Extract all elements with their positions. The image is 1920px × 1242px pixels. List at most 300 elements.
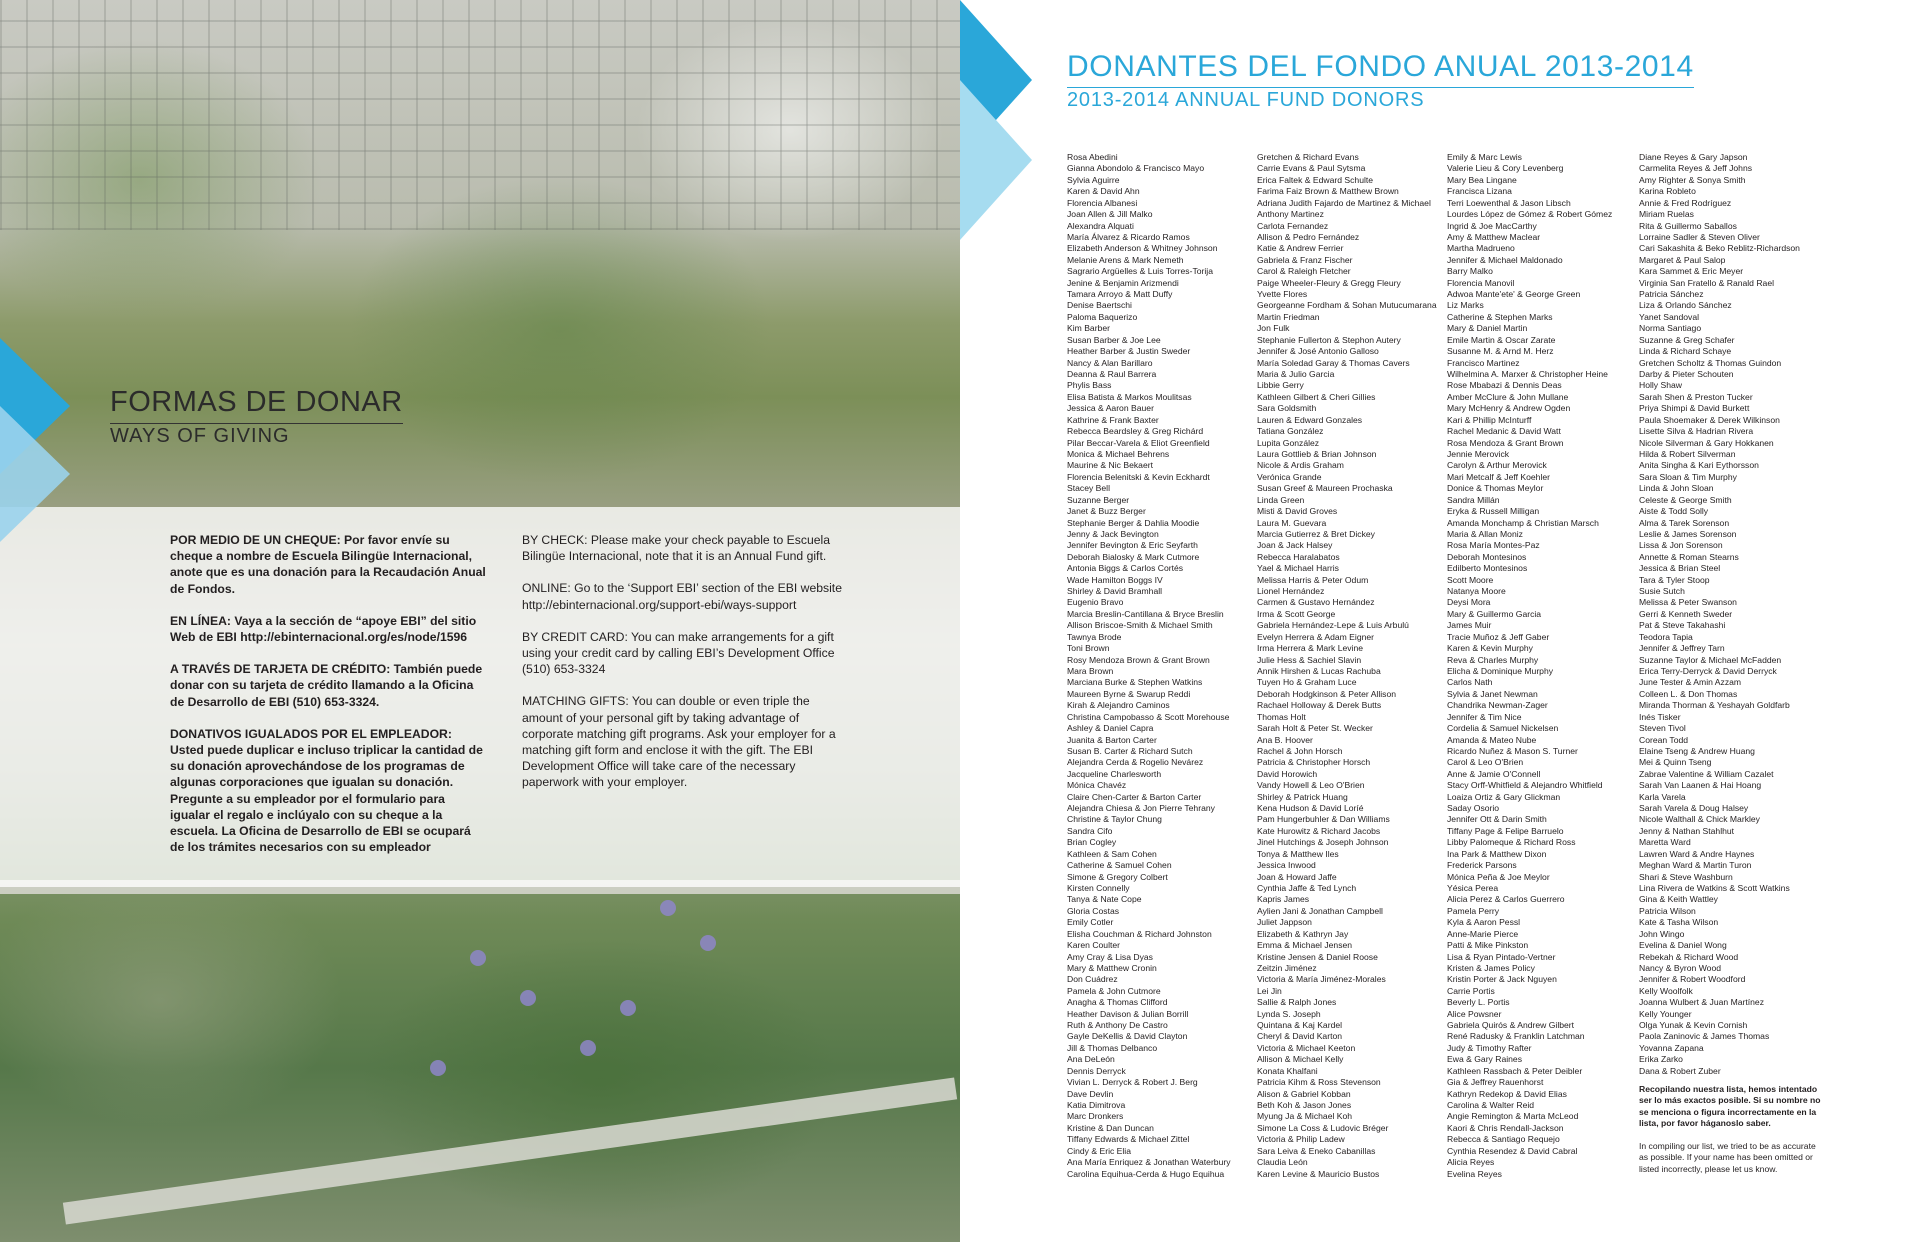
donor-name: Carolyn & Arthur Merovick xyxy=(1447,460,1547,471)
donor-name: Georgeanne Fordham & Sohan Mutucumarana xyxy=(1257,300,1437,311)
donor-name: Terri Loewenthal & Jason Libsch xyxy=(1447,197,1571,208)
donor-name: Anthony Martinez xyxy=(1257,209,1324,220)
section-subtitle: WAYS OF GIVING xyxy=(110,425,290,447)
donor-name: Tanya & Nate Cope xyxy=(1067,894,1142,905)
donor-name: Antonia Biggs & Carlos Cortés xyxy=(1067,563,1184,574)
donor-name: Kathrine & Frank Baxter xyxy=(1067,414,1159,425)
donor-name: Adwoa Mante'ete' & George Green xyxy=(1447,289,1581,300)
donor-name: Rebecca & Santiago Requejo xyxy=(1447,1134,1560,1145)
donor-name: Sarah Shen & Preston Tucker xyxy=(1639,391,1753,402)
donor-name: Florencia Albanesi xyxy=(1067,197,1138,208)
donor-name: Pam Hungerbuhler & Dan Williams xyxy=(1257,814,1390,825)
donor-name: Rosa Mendoza & Grant Brown xyxy=(1447,437,1564,448)
donor-name: Maurine & Nic Bekaert xyxy=(1067,460,1153,471)
donor-name: Stacey Bell xyxy=(1067,483,1110,494)
donor-name: Nicole & Ardis Graham xyxy=(1257,460,1344,471)
donor-name: Verónica Grande xyxy=(1257,471,1322,482)
donor-name: Judy & Timothy Rafter xyxy=(1447,1042,1532,1053)
donor-name: Linda Green xyxy=(1257,494,1305,505)
donor-name: Kristen & James Policy xyxy=(1447,962,1535,973)
donor-name: Lauren & Edward Gonzales xyxy=(1257,414,1363,425)
donor-name: Laura Gottlieb & Brian Johnson xyxy=(1257,448,1377,459)
donor-name: Yésica Perea xyxy=(1447,883,1499,893)
donor-name: Joan & Jack Halsey xyxy=(1257,540,1333,551)
donor-name: Lionel Hernández xyxy=(1257,586,1325,597)
donor-name: Kapris James xyxy=(1257,894,1310,905)
donor-name: Jenine & Benjamin Arizmendi xyxy=(1067,277,1179,288)
donor-name: Eryka & Russell Milligan xyxy=(1447,506,1540,517)
donor-name: Evelyn Herrera & Adam Eigner xyxy=(1257,631,1375,642)
donor-name: Maureen Byrne & Swarup Reddi xyxy=(1067,688,1191,699)
donor-name: Jennifer Ott & Darin Smith xyxy=(1447,814,1547,825)
donor-name: John Wingo xyxy=(1639,928,1685,939)
donor-name: Corean Todd xyxy=(1639,734,1689,745)
paragraph: BY CREDIT CARD: You can make arrangements for a gift using your credit card by calling EBI’s Development Office (510) 653-3324 xyxy=(522,629,835,677)
donor-name: Kathleen & Sam Cohen xyxy=(1067,848,1157,859)
donor-name: Gianna Abondolo & Francisco Mayo xyxy=(1067,163,1205,174)
donor-name: Karla Varela xyxy=(1639,791,1686,802)
donor-name: Susan B. Carter & Richard Sutch xyxy=(1067,745,1193,756)
donor-name: Evelina Reyes xyxy=(1447,1168,1502,1179)
donor-name: Jon Fulk xyxy=(1257,323,1290,334)
donor-name: Gia & Jeffrey Rauenhorst xyxy=(1447,1077,1544,1088)
donor-name: Monica & Michael Behrens xyxy=(1067,448,1170,459)
donor-name: Susie Sutch xyxy=(1639,586,1685,597)
donor-name: Ina Park & Matthew Dixon xyxy=(1447,848,1547,859)
donor-name: Scott Moore xyxy=(1447,574,1494,585)
donor-name: Florencia Manovil xyxy=(1447,277,1515,288)
donor-name: Virginia San Fratello & Ranald Rael xyxy=(1639,277,1775,288)
donor-name: Kaori & Chris Rendall-Jackson xyxy=(1447,1122,1564,1133)
donor-name: Amber McClure & John Mullane xyxy=(1447,391,1569,402)
donor-name: Simone La Coss & Ludovic Bréger xyxy=(1257,1122,1389,1133)
donor-name: Erika Zarko xyxy=(1639,1054,1683,1065)
donor-name: Tracie Muñoz & Jeff Gaber xyxy=(1447,631,1550,642)
donor-name: Natanya Moore xyxy=(1447,586,1506,597)
donor-name: Margaret & Paul Salop xyxy=(1639,254,1726,265)
donor-name: Rebecca Haralabatos xyxy=(1257,551,1340,562)
donor-name: Mei & Quinn Tseng xyxy=(1639,757,1712,768)
paragraph: A TRAVÉS DE TARJETA DE CRÉDITO: También puede donar con su tarjeta de crédito llamando a la Oficina de Desarrollo de EBI (510) 653-3324. xyxy=(170,662,483,709)
donor-name: Toni Brown xyxy=(1067,643,1110,654)
donor-name: Suzanne Berger xyxy=(1067,494,1130,505)
donor-name: Rosy Mendoza Brown & Grant Brown xyxy=(1067,654,1210,665)
donor-name: Anne-Marie Pierce xyxy=(1447,928,1519,939)
donor-name: Mary Bea Lingane xyxy=(1447,174,1517,185)
donor-name: Nancy & Alan Barillaro xyxy=(1067,357,1153,368)
donor-name: Emily & Marc Lewis xyxy=(1447,152,1522,162)
donor-name: Meghan Ward & Martin Turon xyxy=(1639,860,1752,871)
donor-name: Darby & Pieter Schouten xyxy=(1639,369,1734,380)
donor-name: Libbie Gerry xyxy=(1257,380,1304,391)
donor-name: Teodora Tapia xyxy=(1639,631,1693,642)
donor-name: Alma & Tarek Sorenson xyxy=(1639,517,1730,528)
donor-name: Paige Wheeler-Fleury & Gregg Fleury xyxy=(1257,277,1401,288)
donor-name: Pilar Beccar-Varela & Eliot Greenfield xyxy=(1067,437,1210,448)
donor-name: Gabriela & Franz Fischer xyxy=(1257,254,1353,265)
donor-name: Emily Cotler xyxy=(1067,917,1114,928)
donor-name: Mara Brown xyxy=(1067,665,1114,676)
donor-name: Steven Tivol xyxy=(1639,723,1686,734)
donor-name: Libby Palomeque & Richard Ross xyxy=(1447,837,1576,848)
donor-name: Gretchen & Richard Evans xyxy=(1257,152,1359,162)
donor-name: Ashley & Daniel Capra xyxy=(1067,723,1154,734)
donor-name: Susan Greef & Maureen Prochaska xyxy=(1257,483,1393,494)
donor-name: Tara & Tyler Stoop xyxy=(1639,574,1710,585)
donor-name: Jessica & Aaron Bauer xyxy=(1067,403,1154,414)
donor-name: Jennifer Bevington & Eric Seyfarth xyxy=(1067,540,1198,551)
donor-name: Victoria & Michael Keeton xyxy=(1257,1042,1356,1053)
donor-name: Kyla & Aaron Pessl xyxy=(1447,917,1521,928)
donor-name: Lupita González xyxy=(1257,437,1320,448)
donor-name: Leslie & James Sorenson xyxy=(1639,528,1737,539)
donor-name: Carrie Portis xyxy=(1447,985,1495,996)
donor-name: Paloma Baquerizo xyxy=(1067,311,1138,322)
donor-name: Tonya & Matthew Iles xyxy=(1257,848,1339,859)
donor-name: Tiffany Edwards & Michael Zittel xyxy=(1067,1134,1190,1145)
paragraph: BY CHECK: Please make your check payable to Escuela Bilingüe Internacional, note that it is an Annual Fund gift. xyxy=(522,533,831,564)
donor-name: Denise Baertschi xyxy=(1067,300,1132,311)
donor-name: Kirsten Connelly xyxy=(1067,883,1130,893)
donor-name: Alicia Perez & Carlos Guerrero xyxy=(1447,894,1565,905)
donor-name: Norma Santiago xyxy=(1639,323,1702,334)
donor-name: Sylvia & Janet Newman xyxy=(1447,688,1538,699)
accuracy-note-english: In compiling our list, we tried to be as accurate as possible. If your name has been omitted or listed incorrectly, please let us know. xyxy=(1639,1141,1816,1174)
paragraph: DONATIVOS IGUALADOS POR EL EMPLEADOR: Usted puede duplicar e incluso triplicar la cantidad de su donación aprovechándose de los programas de algunas corporaciones que igualan su donación. Pregunte a su empleador por el formulario para igualar el regalo e inclúyalo con su cheque a la escuela. La Oficina de Desarrollo de EBI se ocupará de los trámites necesarios con su empleador xyxy=(170,726,483,855)
donor-name: Marciana Burke & Stephen Watkins xyxy=(1067,677,1203,688)
donor-name: Allison Briscoe-Smith & Michael Smith xyxy=(1067,620,1213,631)
donor-name: Lynda S. Joseph xyxy=(1257,1008,1321,1019)
donor-name: Jenny & Nathan Stahlhut xyxy=(1639,825,1735,836)
donor-name: Martha Madrueno xyxy=(1447,243,1515,254)
donor-name: Jennie Merovick xyxy=(1447,448,1510,459)
paragraph: ONLINE: Go to the ‘Support EBI’ section of the EBI website http://ebinternacional.org/support-ebi/ways-support xyxy=(522,581,842,612)
donor-name: Melissa Harris & Peter Odum xyxy=(1257,574,1369,585)
donor-name: Zeitzin Jiménez xyxy=(1257,962,1317,973)
donor-name: Alejandra Cerda & Rogelio Nevárez xyxy=(1067,757,1204,768)
donor-name: Loaiza Ortiz & Gary Glickman xyxy=(1447,791,1561,802)
donor-name: Liza & Orlando Sánchez xyxy=(1639,300,1732,311)
donor-name: Claudia León xyxy=(1257,1157,1308,1168)
donor-name: Allison & Michael Kelly xyxy=(1257,1054,1344,1065)
donor-name: Kari & Phillip McInturff xyxy=(1447,414,1532,425)
donor-name: Deborah Hodgkinson & Peter Allison xyxy=(1257,688,1397,699)
donor-name: Lawren Ward & Andre Haynes xyxy=(1639,848,1755,859)
donor-name: Chandrika Newman-Zager xyxy=(1447,700,1548,711)
donor-name: Elicha & Dominique Murphy xyxy=(1447,665,1554,676)
donor-name: Kathryn Redekop & David Elias xyxy=(1447,1088,1567,1099)
donor-name: Alison & Gabriel Kobban xyxy=(1257,1088,1351,1099)
paragraph: POR MEDIO DE UN CHEQUE: Por favor envíe su cheque a nombre de Escuela Bilingüe Internacional, anote que es una donación para la Recaudación Anual de Fondos. xyxy=(170,533,486,596)
donor-name: Gayle DeKellis & David Clayton xyxy=(1067,1031,1188,1042)
donor-name: Lisette Silva & Hadrian Rivera xyxy=(1639,426,1754,437)
donor-name: Deborah Bialosky & Mark Cutmore xyxy=(1067,551,1200,562)
donor-name: Jenny & Jack Bevington xyxy=(1067,528,1159,539)
donor-name: Amy Cray & Lisa Dyas xyxy=(1067,951,1153,962)
donor-name: Laura M. Guevara xyxy=(1257,517,1327,528)
donor-name: Alejandra Chiesa & Jon Pierre Tehrany xyxy=(1067,803,1215,814)
donor-name: Rachel Medanic & David Watt xyxy=(1447,426,1561,437)
flower xyxy=(700,935,716,951)
donor-name: Jennifer & Jeffrey Tarn xyxy=(1639,643,1725,654)
donor-name: Amy & Matthew Maclear xyxy=(1447,231,1541,242)
planter-edge xyxy=(63,1077,957,1224)
donor-name: Annik Hirshen & Lucas Rachuba xyxy=(1257,665,1381,676)
donor-name: Patricia Sánchez xyxy=(1639,289,1704,300)
donor-name: Diane Reyes & Gary Japson xyxy=(1639,152,1748,162)
donor-name: Stacy Orff-Whitfield & Alejandro Whitfield xyxy=(1447,780,1603,791)
donor-name: Kena Hudson & David Loríé xyxy=(1257,803,1364,814)
donor-name: Angie Remington & Marta McLeod xyxy=(1447,1111,1579,1122)
donor-name: Maretta Ward xyxy=(1639,837,1691,848)
donor-name: Marc Dronkers xyxy=(1067,1111,1124,1122)
donor-name: Lisa & Ryan Pintado-Vertner xyxy=(1447,951,1556,962)
donor-name: Sallie & Ralph Jones xyxy=(1257,997,1337,1008)
donor-name: Kate & Tasha Wilson xyxy=(1639,917,1719,928)
donor-name: Stephanie Fullerton & Stephon Autery xyxy=(1257,334,1401,345)
donor-name: Anne & Jamie O'Connell xyxy=(1447,768,1541,779)
donor-name: Yael & Michael Harris xyxy=(1257,563,1339,574)
donor-name: Christina Campobasso & Scott Morehouse xyxy=(1067,711,1230,722)
donor-name: Katie & Andrew Ferrier xyxy=(1257,243,1344,254)
donor-name: Amanda Monchamp & Christian Marsch xyxy=(1447,517,1599,528)
donor-name: Elisha Couchman & Richard Johnston xyxy=(1067,928,1212,939)
donor-name: Kara Sammet & Eric Meyer xyxy=(1639,266,1744,277)
donor-name: Pamela Perry xyxy=(1447,905,1500,916)
donor-name: Anita Singha & Kari Eythorsson xyxy=(1639,460,1759,471)
donor-name: Sandra Millán xyxy=(1447,494,1500,505)
donor-name: Joan Allen & Jill Malko xyxy=(1067,209,1153,220)
donor-name: Ana DeLeón xyxy=(1067,1054,1115,1065)
donor-name: Carrie Evans & Paul Sytsma xyxy=(1257,163,1366,174)
donor-name: Dennis Derryck xyxy=(1067,1065,1126,1076)
donor-name: Carol & Leo O'Brien xyxy=(1447,757,1524,768)
donor-name: Patricia & Christopher Horsch xyxy=(1257,757,1371,768)
donor-name: Elizabeth & Kathryn Jay xyxy=(1257,928,1349,939)
donor-name: Holly Shaw xyxy=(1639,380,1682,391)
donor-name: Mary & Daniel Martin xyxy=(1447,323,1528,334)
donor-name: Lina Rivera de Watkins & Scott Watkins xyxy=(1639,883,1790,893)
donor-name: Alicia Reyes xyxy=(1447,1157,1495,1168)
donor-name: Annie & Fred Rodríguez xyxy=(1639,197,1732,208)
donor-name: Shari & Steve Washburn xyxy=(1639,871,1733,882)
donor-name: Shirley & David Bramhall xyxy=(1067,586,1163,597)
donor-name: Olga Yunak & Kevin Cornish xyxy=(1639,1020,1748,1031)
donor-name: Gretchen Scholtz & Thomas Guindon xyxy=(1639,357,1782,368)
donors-page xyxy=(960,0,1920,1242)
donor-name: María Álvarez & Ricardo Ramos xyxy=(1067,231,1190,242)
donor-name: Amy Righter & Sonya Smith xyxy=(1639,174,1746,185)
donor-name: Aylien Jani & Jonathan Campbell xyxy=(1257,905,1383,916)
donor-name: Maria & Allan Moniz xyxy=(1447,528,1523,539)
donor-name: Tamara Arroyo & Matt Duffy xyxy=(1067,289,1173,300)
donor-name: Christine & Taylor Chung xyxy=(1067,814,1162,825)
donor-name: Rita & Guillermo Saballos xyxy=(1639,220,1737,231)
donor-name: Patricia Wilson xyxy=(1639,905,1696,916)
donor-name: Susanne M. & Arnd M. Herz xyxy=(1447,346,1554,357)
english-instructions xyxy=(522,532,842,807)
donor-name: Catherine & Samuel Cohen xyxy=(1067,860,1172,871)
donor-name: Patricia Kihm & Ross Stevenson xyxy=(1257,1077,1381,1088)
donor-name: Simone & Gregory Colbert xyxy=(1067,871,1168,882)
donor-name: Mónica Chavéz xyxy=(1067,780,1127,791)
donor-name: Mari Metcalf & Jeff Koehler xyxy=(1447,471,1551,482)
donor-name: Kate Hurowitz & Richard Jacobs xyxy=(1257,825,1381,836)
donor-name: Kristine Jensen & Daniel Roose xyxy=(1257,951,1378,962)
donor-name: Irma & Scott George xyxy=(1257,608,1336,619)
donor-name: Cynthia Jaffe & Ted Lynch xyxy=(1257,883,1357,893)
donor-name: Deborah Montesinos xyxy=(1447,551,1527,562)
donor-name: Yovanna Zapana xyxy=(1639,1042,1704,1053)
donor-name: Jessica Inwood xyxy=(1257,860,1316,871)
donor-name: Alexandra Alquati xyxy=(1067,220,1134,231)
donor-name: Kirah & Alejandro Caminos xyxy=(1067,700,1170,711)
donor-name: Yvette Flores xyxy=(1257,289,1308,300)
donor-name: Nancy & Byron Wood xyxy=(1639,962,1721,973)
donor-name: Ana B. Hoover xyxy=(1257,734,1313,745)
donor-name: Nicole Walthall & Chick Markley xyxy=(1639,814,1760,825)
donor-name: Erica Terry-Derryck & David Derryck xyxy=(1639,665,1777,676)
donor-name: Kristin Porter & Jack Nguyen xyxy=(1447,974,1557,985)
donor-name: Liz Marks xyxy=(1447,300,1484,311)
donor-name: Karen Levine & Mauricio Bustos xyxy=(1257,1168,1380,1179)
donor-name: Lissa & Jon Sorenson xyxy=(1639,540,1723,551)
donor-name: Elizabeth Anderson & Whitney Johnson xyxy=(1067,243,1218,254)
donor-name: Carlota Fernandez xyxy=(1257,220,1329,231)
donor-name: Beth Koh & Jason Jones xyxy=(1257,1100,1352,1111)
donor-name: Rebecca Beardsley & Greg Richárd xyxy=(1067,426,1204,437)
donor-name: Thomas Holt xyxy=(1257,711,1306,722)
donor-name: Mary & Guillermo Garcia xyxy=(1447,608,1542,619)
donor-name: Jennifer & José Antonio Galloso xyxy=(1257,346,1379,357)
paragraph: MATCHING GIFTS: You can double or even triple the amount of your personal gift by taking advantage of corporate matching gift programs. Ask your employer for a matching gift form and enclose it with the gift. The EBI Development Office will take care of the necessary paperwork with your employer. xyxy=(522,694,836,790)
flower xyxy=(470,950,486,966)
donor-name: Pamela & John Cutmore xyxy=(1067,985,1161,996)
donor-name: Allison & Pedro Fernández xyxy=(1257,231,1360,242)
donor-name: Rachael Holloway & Derek Butts xyxy=(1257,700,1382,711)
donor-name: Juanita & Barton Carter xyxy=(1067,734,1157,745)
paragraph: EN LÍNEA: Vaya a la sección de “apoye EBI” del sitio Web de EBI http://ebinternacional.org/es/node/1596 xyxy=(170,613,477,645)
donor-name: Paula Shoemaker & Derek Wilkinson xyxy=(1639,414,1780,425)
donor-name: Vivian L. Derryck & Robert J. Berg xyxy=(1067,1077,1198,1088)
donor-name: Heather Barber & Justin Sweder xyxy=(1067,346,1191,357)
donor-name: Cheryl & David Karton xyxy=(1257,1031,1343,1042)
spanish-instructions xyxy=(170,532,488,871)
donor-name: Carolina Equihua-Cerda & Hugo Equihua xyxy=(1067,1168,1225,1179)
donor-name: Mary McHenry & Andrew Ogden xyxy=(1447,403,1571,414)
donor-name: Marcia Gutierrez & Bret Dickey xyxy=(1257,528,1375,539)
donor-name: Evelina & Daniel Wong xyxy=(1639,940,1727,951)
donor-name: Jennifer & Tim Nice xyxy=(1447,711,1522,722)
donor-name: Frederick Parsons xyxy=(1447,860,1517,871)
donor-name: Cindy & Eric Elia xyxy=(1067,1145,1131,1156)
donor-name: Kelly Younger xyxy=(1639,1008,1692,1019)
donor-name: Rose Mbabazi & Dennis Deas xyxy=(1447,380,1562,391)
donor-column xyxy=(1067,152,1249,1180)
donor-name: Ricardo Nuñez & Mason S. Turner xyxy=(1447,745,1578,756)
donor-name: Carolina & Walter Reid xyxy=(1447,1100,1535,1111)
flower xyxy=(520,990,536,1006)
donor-name: Dave Devlin xyxy=(1067,1088,1114,1099)
donor-name: Stephanie Berger & Dahlia Moodie xyxy=(1067,517,1200,528)
donor-name: Amanda & Mateo Nube xyxy=(1447,734,1537,745)
donor-name: Hilda & Robert Silverman xyxy=(1639,448,1736,459)
section-title: FORMAS DE DONAR xyxy=(110,386,403,424)
donor-name: Jennifer & Michael Maldonado xyxy=(1447,254,1563,265)
donor-name: Alice Powsner xyxy=(1447,1008,1502,1019)
donor-name: Rosa Abedini xyxy=(1067,152,1118,162)
flower xyxy=(580,1040,596,1056)
donor-name: Carlos Nath xyxy=(1447,677,1493,688)
donor-column xyxy=(1257,152,1439,1180)
donor-name: Lourdes López de Gómez & Robert Gómez xyxy=(1447,209,1613,220)
donor-name: Elaine Tseng & Andrew Huang xyxy=(1639,745,1755,756)
donor-name: Wilhelmina A. Marxer & Christopher Heine xyxy=(1447,369,1608,380)
donor-name: Marcia Breslin-Cantillana & Bryce Breslin xyxy=(1067,608,1224,619)
donor-name: Farima Faiz Brown & Matthew Brown xyxy=(1257,186,1399,197)
donor-name: Jacqueline Charlesworth xyxy=(1067,768,1162,779)
donor-name: Myung Ja & Michael Koh xyxy=(1257,1111,1353,1122)
donor-name: Pat & Steve Takahashi xyxy=(1639,620,1726,631)
donor-name: Cordelia & Samuel Nickelsen xyxy=(1447,723,1559,734)
donor-name: David Horowich xyxy=(1257,768,1318,779)
donor-name: Rosa María Montes-Paz xyxy=(1447,540,1540,551)
donor-name: Eugenio Bravo xyxy=(1067,597,1124,608)
donor-name: Gloria Costas xyxy=(1067,905,1120,916)
donor-name: Ruth & Anthony De Castro xyxy=(1067,1020,1168,1031)
donor-name: Tuyen Ho & Graham Luce xyxy=(1257,677,1357,688)
donor-name: Irma Herrera & Mark Levine xyxy=(1257,643,1364,654)
arrow-decoration-icon xyxy=(960,80,1032,240)
donor-name: Sarah Varela & Doug Halsey xyxy=(1639,803,1749,814)
donor-name: Catherine & Stephen Marks xyxy=(1447,311,1553,322)
donor-name: Don Cuádrez xyxy=(1067,974,1118,985)
donor-name: Suzanne & Greg Schafer xyxy=(1639,334,1735,345)
accuracy-note-spanish: Recopilando nuestra lista, hemos intentado ser lo más exactos posible. Si su nombre no se menciona o figura incorrectamente en la lista, por favor háganoslo saber. xyxy=(1639,1084,1821,1129)
donor-name: Kristine & Dan Duncan xyxy=(1067,1122,1154,1133)
donor-name: Francisca Lizana xyxy=(1447,186,1512,197)
donor-name: Kathleen Rassbach & Peter Deibler xyxy=(1447,1065,1583,1076)
donor-name: María Soledad Garay & Thomas Cavers xyxy=(1257,357,1410,368)
donor-name: Sara Goldsmith xyxy=(1257,403,1317,414)
donor-name: Carol & Raleigh Fletcher xyxy=(1257,266,1351,277)
donor-name: Gabriela Quirós & Andrew Gilbert xyxy=(1447,1020,1575,1031)
donor-name: Gabriela Hernández-Lepe & Luis Arbulú xyxy=(1257,620,1409,631)
donor-name: Nicole Silverman & Gary Hokkanen xyxy=(1639,437,1774,448)
donor-name: Celeste & George Smith xyxy=(1639,494,1732,505)
donor-name: Melanie Arens & Mark Nemeth xyxy=(1067,254,1184,265)
donor-name: Brian Cogley xyxy=(1067,837,1117,848)
donor-name: Maria & Julio Garcia xyxy=(1257,369,1335,380)
donor-name: Florencia Belenitski & Kevin Eckhardt xyxy=(1067,471,1210,482)
donor-name: Yanet Sandoval xyxy=(1639,311,1700,322)
donor-name: Gina & Keith Wattley xyxy=(1639,894,1718,905)
donor-name: Melissa & Peter Swanson xyxy=(1639,597,1737,608)
donor-name: Paola Zaninovic & James Thomas xyxy=(1639,1031,1770,1042)
donor-name: Mary & Matthew Cronin xyxy=(1067,962,1157,973)
donor-name: Phylis Bass xyxy=(1067,380,1112,391)
donor-name: Karen & Kevin Murphy xyxy=(1447,643,1533,654)
donor-name: Cynthia Resendez & David Cabral xyxy=(1447,1145,1578,1156)
donor-name: Sara Sloan & Tim Murphy xyxy=(1639,471,1737,482)
donor-name: Emile Martin & Oscar Zarate xyxy=(1447,334,1556,345)
donor-name: Shirley & Patrick Huang xyxy=(1257,791,1348,802)
donor-name: Ewa & Gary Raines xyxy=(1447,1054,1522,1065)
donor-name: Misti & David Groves xyxy=(1257,506,1338,517)
donor-name: Victoria & María Jiménez-Morales xyxy=(1257,974,1386,985)
donor-name: Ingrid & Joe MacCarthy xyxy=(1447,220,1537,231)
donor-name: Deysi Mora xyxy=(1447,597,1491,608)
